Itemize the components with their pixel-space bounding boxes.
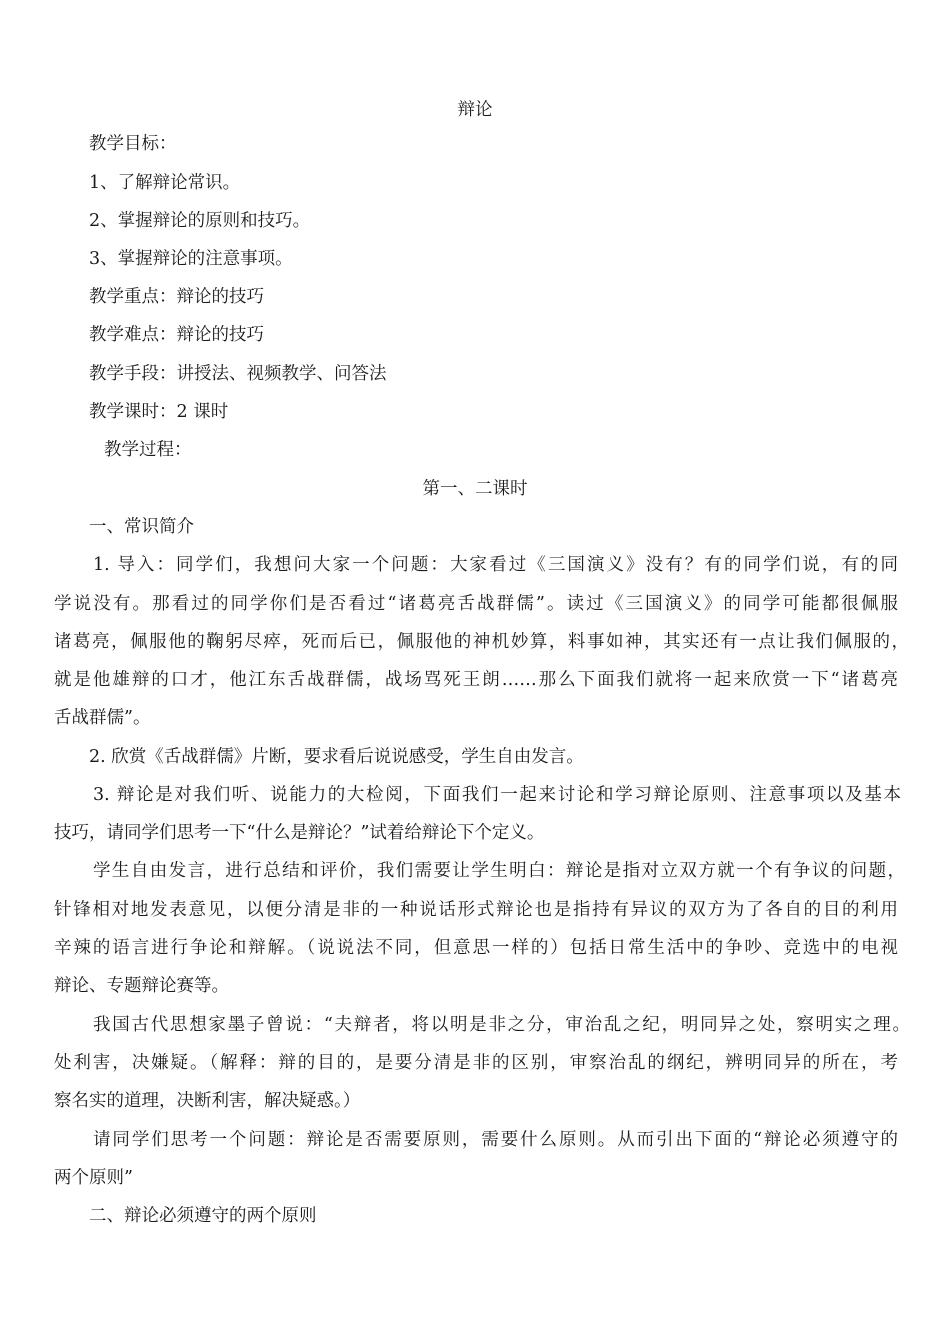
paragraph-line: 察名实的道理，决断利害，解决疑惑。） — [54, 1091, 361, 1111]
paragraph-line: 2. 欣赏《舌战群儒》片断，要求看后说说感受，学生自由发言。 — [89, 747, 584, 767]
objective-item: 2、掌握辩论的原则和技巧。 — [89, 211, 311, 231]
process-heading: 教学过程： — [104, 440, 192, 460]
paragraph-line: 诸葛亮，佩服他的鞠躬尽瘁，死而后已，佩服他的神机妙算，料事如神，其实还有一点让我们佩服的， — [54, 632, 909, 652]
paragraph-line: 技巧，请同学们思考一下“什么是辩论？”试着给辩论下个定义。 — [54, 823, 545, 843]
paragraph-line: 我国古代思想家墨子曾说：“夫辩者，将以明是非之分，审治乱之纪，明同异之处，察明实之理。 — [93, 1015, 910, 1035]
paragraph-line: 请同学们思考一个问题：辩论是否需要原则，需要什么原则。从而引出下面的“辩论必须遵守的 — [93, 1130, 898, 1150]
paragraph-line: 学生自由发言，进行总结和评价，我们需要让学生明白：辩论是指对立双方就一个有争议的问题， — [93, 861, 905, 881]
paragraph-line: 辩论、专题辩论赛等。 — [54, 976, 229, 996]
document-title: 辩论 — [457, 100, 493, 120]
difficulty: 教学难点：辩论的技巧 — [89, 325, 264, 345]
paragraph-line: 就是他雄辩的口才，他江东舌战群儒，战场骂死王朗……那么下面我们就将一起来欣赏一下“诸葛亮 — [54, 670, 898, 690]
section-heading: 一、常识简介 — [89, 517, 194, 537]
class-hours: 教学课时：2 课时 — [89, 402, 229, 422]
objective-item: 3、掌握辩论的注意事项。 — [89, 249, 293, 269]
lesson-heading: 第一、二课时 — [422, 479, 528, 499]
objective-item: 1、了解辩论常识。 — [89, 173, 241, 193]
paragraph-line: 处利害，决嫌疑。（解释：辩的目的，是要分清是非的区别，审察治乱的纲纪，辨明同异的所在，考 — [54, 1053, 898, 1073]
objectives-heading: 教学目标： — [89, 134, 177, 154]
key-point: 教学重点：辩论的技巧 — [89, 287, 264, 307]
paragraph-line: 舌战群儒”。 — [54, 708, 151, 728]
section-heading: 二、辩论必须遵守的两个原则 — [89, 1206, 317, 1226]
paragraph-line: 辛辣的语言进行争论和辩解。（说说法不同，但意思一样的）包括日常生活中的争吵、竞选中的电视 — [54, 938, 898, 958]
paragraph-line: 3. 辩论是对我们听、说能力的大检阅，下面我们一起来讨论和学习辩论原则、注意事项以及基本 — [93, 785, 901, 805]
paragraph-line: 针锋相对地发表意见，以便分清是非的一种说话形式辩论也是指持有异议的双方为了各自的目的利用 — [54, 900, 898, 920]
teaching-method: 教学手段：讲授法、视频教学、问答法 — [89, 364, 387, 384]
paragraph-line: 两个原则” — [54, 1168, 133, 1188]
paragraph-line: 学说没有。那看过的同学你们是否看过“诸葛亮舌战群儒”。读过《三国演义》的同学可能都很佩服 — [54, 594, 898, 614]
paragraph-line: 1. 导入：同学们，我想问大家一个问题：大家看过《三国演义》没有？有的同学们说，有的同 — [93, 555, 898, 575]
